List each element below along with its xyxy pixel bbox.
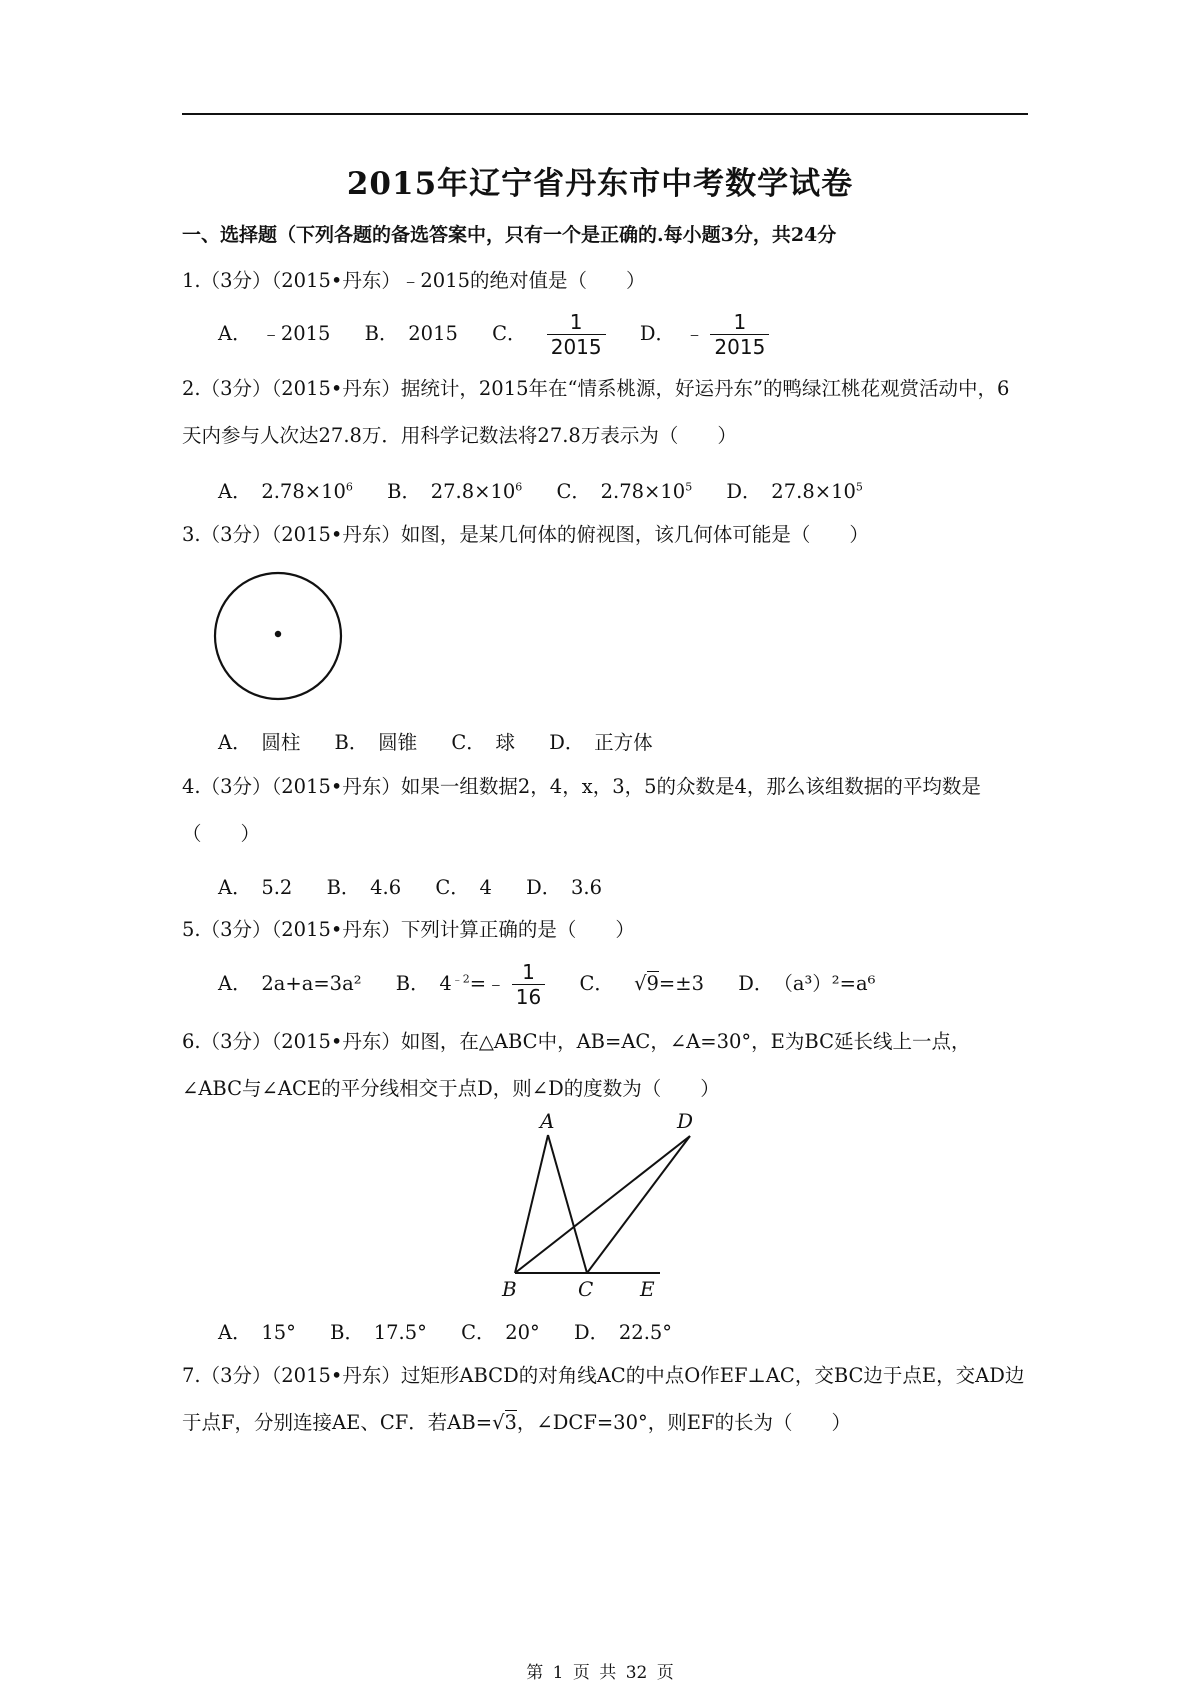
- question-3-options: [218, 727, 681, 755]
- q1-option-d-label: D． ﹣: [639, 322, 705, 345]
- q5-option-a: A． 2a+a=3a²: [218, 972, 362, 995]
- q7-stem-text-end: ，∠DCF=30°，则EF的长为（ ）: [516, 1411, 852, 1434]
- q5-option-d: D． （a³）²=a⁶: [738, 972, 876, 995]
- top-view-figure: [210, 568, 350, 708]
- question-7-stem: [182, 1352, 1028, 1446]
- q2-option-a-base: A． 2.78×10: [218, 480, 346, 503]
- q2-option-a: [218, 476, 353, 504]
- sqrt-sign: √: [492, 1411, 505, 1434]
- fraction-denominator: 2015: [710, 334, 769, 359]
- question-3-stem: 3.（3分）（2015•丹东）如图，是某几何体的俯视图，该几何体可能是（ ）: [182, 523, 869, 546]
- header-rule: [182, 113, 1028, 115]
- question-4-stem: 4.（3分）（2015•丹东）如果一组数据2，4，x，3，5的众数是4，那么该组数据的平均数是（ ）: [182, 775, 981, 845]
- section-heading: 一、选择题（下列各题的备选答案中，只有一个是正确的.每小题3分，共24分: [182, 224, 837, 246]
- question-2-options: [218, 476, 891, 504]
- q4-option-a: A． 5.2: [218, 876, 293, 899]
- label-a: A: [540, 1109, 555, 1133]
- label-e: E: [640, 1277, 655, 1301]
- question-1-options: [218, 310, 797, 359]
- q4-option-d: D． 3.6: [526, 876, 603, 899]
- q1-option-b: B． 2015: [364, 322, 458, 345]
- question-5-stem: 5.（3分）（2015•丹东）下列计算正确的是（ ）: [182, 918, 635, 941]
- question-2-stem: 2.（3分）（2015•丹东）据统计，2015年在“情系桃源，好运丹东”的鸭绿江桃花观赏活动中，6天内参与人次达27.8万．用科学记数法将27.8万表示为（ ）: [182, 377, 1010, 447]
- q5-option-b-base: B． 4: [395, 972, 452, 995]
- q3-option-b: B． 圆锥: [334, 731, 418, 754]
- q5-option-c-result: =±3: [658, 972, 705, 995]
- q7-stem-text: 7.（3分）（2015•丹东）过矩形ABCD的对角线AC的中点O作EF⊥AC，交BC边于点E，交AD边于点F，分别连接AE、CF．若AB=: [182, 1364, 1025, 1434]
- q1-option-c: [492, 310, 606, 359]
- q5-option-c: [579, 968, 704, 996]
- q6-option-a: A． 15°: [218, 1321, 296, 1344]
- label-b: B: [502, 1277, 517, 1301]
- q6-option-b: B． 17.5°: [330, 1321, 427, 1344]
- q5-option-c-radicand: 9: [646, 972, 659, 995]
- question-4-options: [218, 872, 630, 900]
- q3-option-a: A． 圆柱: [218, 731, 301, 754]
- question-6-stem: 6.（3分）（2015•丹东）如图，在△ABC中，AB=AC，∠A=30°，E为BC延长线上一点，∠ABC与∠ACE的平分线相交于点D，则∠D的度数为（ ）: [182, 1030, 971, 1100]
- q5-option-b-exponent: ﹣2: [451, 972, 470, 986]
- q1-option-d: [640, 310, 770, 359]
- q4-option-b: B． 4.6: [326, 876, 402, 899]
- q2-option-c-base: C． 2.78×10: [556, 480, 686, 503]
- fraction-numerator: 1: [569, 310, 583, 334]
- q2-option-d-base: D． 27.8×10: [726, 480, 856, 503]
- q2-option-d-exponent: 5: [855, 480, 863, 494]
- q2-option-b-exponent: 6: [515, 480, 523, 494]
- sqrt-sign: √: [634, 972, 647, 995]
- q5-option-b-fraction: [512, 960, 545, 1009]
- q1-option-c-label: C．: [492, 322, 527, 345]
- label-c: C: [578, 1277, 594, 1301]
- fraction-numerator: 1: [733, 310, 747, 334]
- q1-option-c-fraction: [547, 310, 606, 359]
- q4-option-c: C． 4: [435, 876, 492, 899]
- q2-option-c-exponent: 5: [685, 480, 693, 494]
- question-5-options: [218, 960, 903, 1009]
- q7-radicand: 3: [504, 1411, 517, 1434]
- q6-option-d: D． 22.5°: [574, 1321, 673, 1344]
- fraction-numerator: 1: [522, 960, 535, 984]
- q5-option-c-label: C．: [579, 972, 614, 995]
- q1-option-d-fraction: [710, 310, 769, 359]
- triangle-figure: [490, 1108, 694, 1303]
- question-1-stem: 1.（3分）（2015•丹东）﹣2015的绝对值是（ ）: [182, 269, 646, 292]
- q5-option-b-equals: =﹣: [469, 972, 506, 995]
- q3-option-d: D． 正方体: [549, 731, 653, 754]
- q2-option-d: [726, 476, 862, 504]
- q2-option-c: [556, 476, 692, 504]
- q2-option-b: [387, 476, 522, 504]
- question-6-options: [218, 1317, 700, 1345]
- page-footer: 第 1 页 共 32 页: [526, 1663, 674, 1683]
- page-title: 2015年辽宁省丹东市中考数学试卷: [346, 166, 854, 202]
- fraction-denominator: 2015: [547, 334, 606, 359]
- fraction-denominator: 16: [512, 984, 545, 1009]
- q6-option-c: C． 20°: [461, 1321, 540, 1344]
- q3-option-c: C． 球: [451, 731, 516, 754]
- segment-ac: [548, 1135, 587, 1273]
- q5-option-b: [396, 960, 546, 1009]
- q2-option-a-exponent: 6: [345, 480, 353, 494]
- q1-option-a: A． ﹣2015: [218, 322, 331, 345]
- q2-option-b-base: B． 27.8×10: [387, 480, 516, 503]
- center-dot: [275, 631, 281, 637]
- label-d: D: [677, 1109, 694, 1133]
